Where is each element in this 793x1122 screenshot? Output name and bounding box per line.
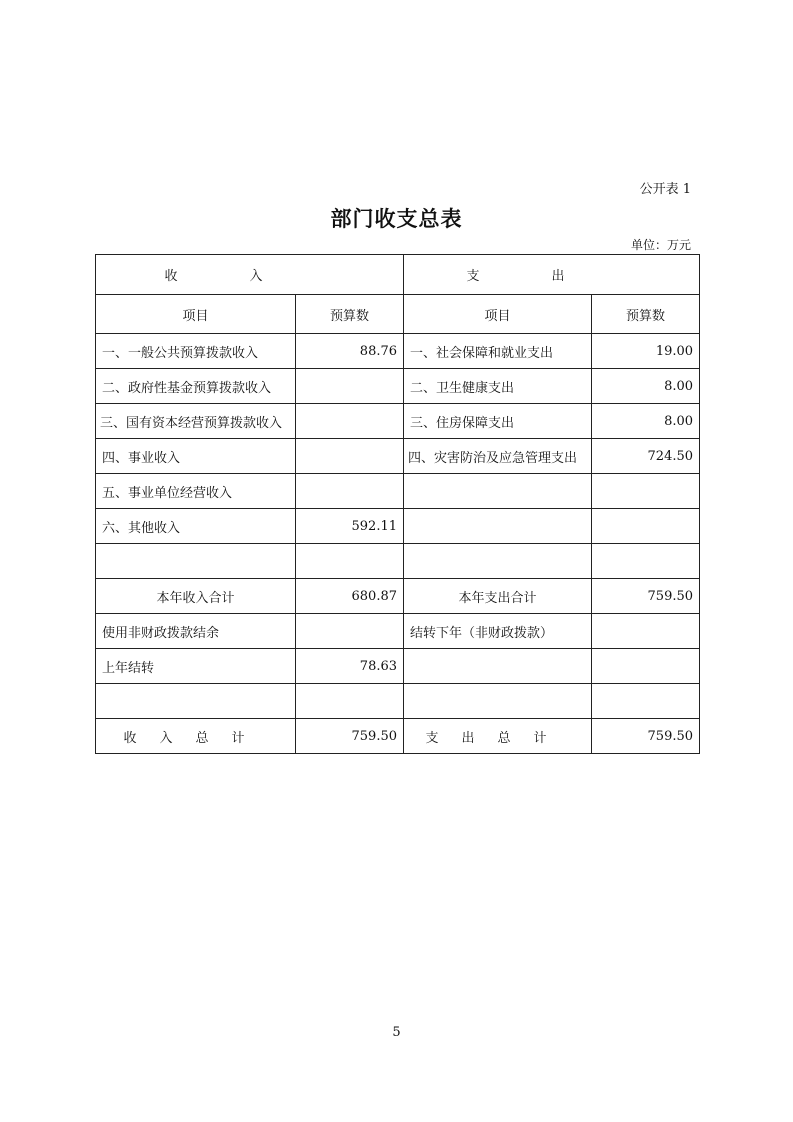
page-number: 5	[392, 1025, 401, 1040]
expense-subtotal-label: 本年支出合计	[404, 579, 592, 614]
income-value	[296, 614, 404, 649]
income-value	[296, 369, 404, 404]
expense-value	[592, 509, 700, 544]
expense-subtotal-value: 759.50	[592, 579, 700, 614]
expense-item: 结转下年（非财政拨款）	[404, 614, 592, 649]
income-item: 六、其他收入	[96, 509, 296, 544]
expense-value	[592, 649, 700, 684]
expense-budget-column-header: 预算数	[592, 295, 700, 334]
income-heading: 收入	[96, 255, 404, 295]
table-row	[96, 614, 700, 649]
total-row	[96, 719, 700, 754]
income-value	[296, 404, 404, 439]
table-label: 公开表 1	[639, 182, 691, 197]
table-row	[96, 369, 700, 404]
unit-label: 单位：万元	[630, 238, 691, 252]
expense-item	[404, 474, 592, 509]
expense-value	[592, 474, 700, 509]
expense-value	[592, 544, 700, 579]
income-subtotal-value: 680.87	[296, 579, 404, 614]
expense-value: 19.00	[592, 334, 700, 369]
income-item	[96, 544, 296, 579]
expense-item	[404, 649, 592, 684]
expense-item	[404, 684, 592, 719]
table-row	[96, 474, 700, 509]
subtotal-row	[96, 579, 700, 614]
income-item: 使用非财政拨款结余	[96, 614, 296, 649]
table-row	[96, 439, 700, 474]
table-row	[96, 509, 700, 544]
income-item-column-header: 项目	[96, 295, 296, 334]
expense-item	[404, 509, 592, 544]
expense-item: 二、卫生健康支出	[404, 369, 592, 404]
income-item	[96, 684, 296, 719]
expense-item: 三、住房保障支出	[404, 404, 592, 439]
expense-value: 8.00	[592, 369, 700, 404]
table-row	[96, 649, 700, 684]
expense-item-column-header: 项目	[404, 295, 592, 334]
table-row	[96, 334, 700, 369]
table-row	[96, 544, 700, 579]
income-item: 一、一般公共预算拨款收入	[96, 334, 296, 369]
expense-value: 724.50	[592, 439, 700, 474]
table-header-row	[96, 255, 700, 295]
income-subtotal-label: 本年收入合计	[96, 579, 296, 614]
income-value	[296, 544, 404, 579]
income-item: 二、政府性基金预算拨款收入	[96, 369, 296, 404]
expense-item: 四、灾害防治及应急管理支出	[404, 439, 592, 474]
expense-heading: 支出	[404, 255, 700, 295]
expense-value	[592, 684, 700, 719]
income-budget-column-header: 预算数	[296, 295, 404, 334]
expense-item	[404, 544, 592, 579]
income-item: 四、事业收入	[96, 439, 296, 474]
income-value	[296, 474, 404, 509]
expense-total-value: 759.50	[592, 719, 700, 754]
expense-value	[592, 614, 700, 649]
income-item: 上年结转	[96, 649, 296, 684]
page-title: 部门收支总表	[330, 207, 463, 231]
income-value: 88.76	[296, 334, 404, 369]
income-total-value: 759.50	[296, 719, 404, 754]
income-total-label: 收入总计	[96, 719, 296, 754]
income-item: 三、国有资本经营预算拨款收入	[96, 404, 296, 439]
expense-value: 8.00	[592, 404, 700, 439]
income-value	[296, 684, 404, 719]
expense-total-label: 支出总计	[404, 719, 592, 754]
income-value: 592.11	[296, 509, 404, 544]
expense-item: 一、社会保障和就业支出	[404, 334, 592, 369]
table-row	[96, 404, 700, 439]
table-row	[96, 684, 700, 719]
budget-summary-table	[95, 254, 700, 754]
table-subheader-row	[96, 295, 700, 334]
income-value: 78.63	[296, 649, 404, 684]
income-item: 五、事业单位经营收入	[96, 474, 296, 509]
income-value	[296, 439, 404, 474]
